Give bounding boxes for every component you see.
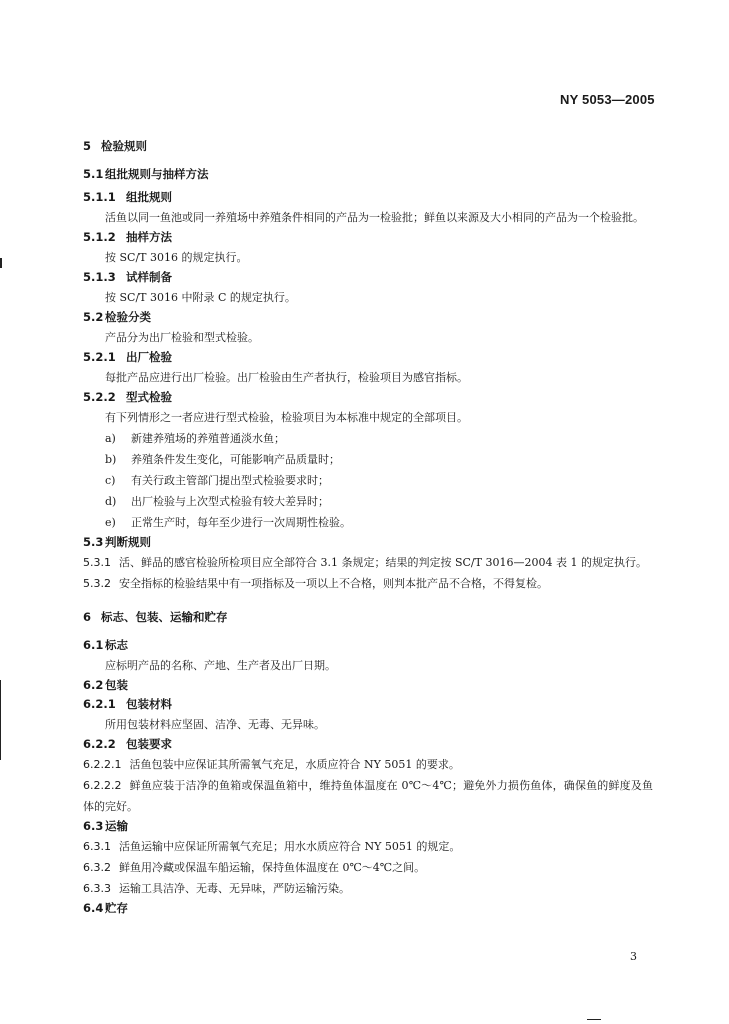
document-code: NY 5053—2005 — [560, 92, 655, 107]
list-item: a) 新建养殖场的养殖普通淡水鱼； — [105, 432, 285, 445]
list-item: c) 有关行政主管部门提出型式检验要求时； — [105, 474, 329, 487]
clause: 6.3.3 运输工具洁净、无毒、无异味，严防运输污染。 — [83, 882, 350, 895]
section-heading: 6.2.1 包装材料 — [83, 697, 172, 711]
paragraph: 应标明产品的名称、产地、生产者及出厂日期。 — [105, 659, 336, 672]
clause: 6.3.1 活鱼运输中应保证所需氧气充足；用水水质应符合 NY 5051 的规定。 — [83, 840, 461, 853]
paragraph: 活鱼以同一鱼池或同一养殖场中养殖条件相同的产品为一检验批；鲜鱼以来源及大小相同的产品为一个检验批。 — [105, 211, 644, 224]
scan-mark — [0, 258, 2, 268]
clause: 5.3.2 安全指标的检验结果中有一项指标及一项以上不合格，则判本批产品不合格，不得复检。 — [83, 577, 548, 590]
section-heading: 6.4 贮存 — [83, 901, 128, 915]
section-heading: 5 检验规则 — [83, 139, 147, 153]
paragraph: 按 SC/T 3016 的规定执行。 — [105, 251, 248, 264]
section-heading: 5.1 组批规则与抽样方法 — [83, 167, 209, 181]
section-heading: 5.3 判断规则 — [83, 535, 151, 549]
section-heading: 6.2 包装 — [83, 678, 128, 692]
section-heading: 5.2.1 出厂检验 — [83, 350, 172, 364]
clause: 6.3.2 鲜鱼用冷藏或保温车船运输，保持鱼体温度在 0℃～4℃之间。 — [83, 861, 426, 874]
list-item: d) 出厂检验与上次型式检验有较大差异时； — [105, 495, 329, 508]
page-number: 3 — [630, 950, 637, 963]
clause: 5.3.1 活、鲜品的感官检验所检项目应全部符合 3.1 条规定；结果的判定按 SC/T 3016—2004 表 1 的规定执行。 — [83, 556, 647, 569]
list-item: b) 养殖条件发生变化，可能影响产品质量时； — [105, 453, 340, 466]
scan-mark — [587, 1019, 601, 1020]
section-heading: 5.1.3 试样制备 — [83, 270, 172, 284]
paragraph: 每批产品应进行出厂检验。出厂检验由生产者执行，检验项目为感官指标。 — [105, 371, 468, 384]
paragraph: 产品分为出厂检验和型式检验。 — [105, 331, 259, 344]
section-heading: 5.1.1 组批规则 — [83, 190, 172, 204]
paragraph: 所用包装材料应坚固、洁净、无毒、无异味。 — [105, 718, 325, 731]
section-heading: 6 标志、包装、运输和贮存 — [83, 610, 228, 624]
clause: 6.2.2.2 鲜鱼应装于洁净的鱼箱或保温鱼箱中，维持鱼体温度在 0℃～4℃；避免外力损伤鱼体，确保鱼的鲜度及鱼体的完好。 — [83, 779, 653, 813]
list-item: e) 正常生产时，每年至少进行一次周期性检验。 — [105, 516, 351, 529]
section-heading: 5.2 检验分类 — [83, 310, 151, 324]
section-heading: 6.3 运输 — [83, 819, 128, 833]
scan-mark — [0, 680, 1, 760]
document-body — [83, 137, 653, 918]
paragraph: 按 SC/T 3016 中附录 C 的规定执行。 — [105, 291, 296, 304]
section-heading: 6.2.2 包装要求 — [83, 737, 172, 751]
section-heading: 6.1 标志 — [83, 638, 128, 652]
paragraph: 有下列情形之一者应进行型式检验，检验项目为本标准中规定的全部项目。 — [105, 411, 468, 424]
clause: 6.2.2.1 活鱼包装中应保证其所需氧气充足，水质应符合 NY 5051 的要求。 — [83, 758, 460, 771]
section-heading: 5.2.2 型式检验 — [83, 390, 172, 404]
section-heading: 5.1.2 抽样方法 — [83, 230, 172, 244]
